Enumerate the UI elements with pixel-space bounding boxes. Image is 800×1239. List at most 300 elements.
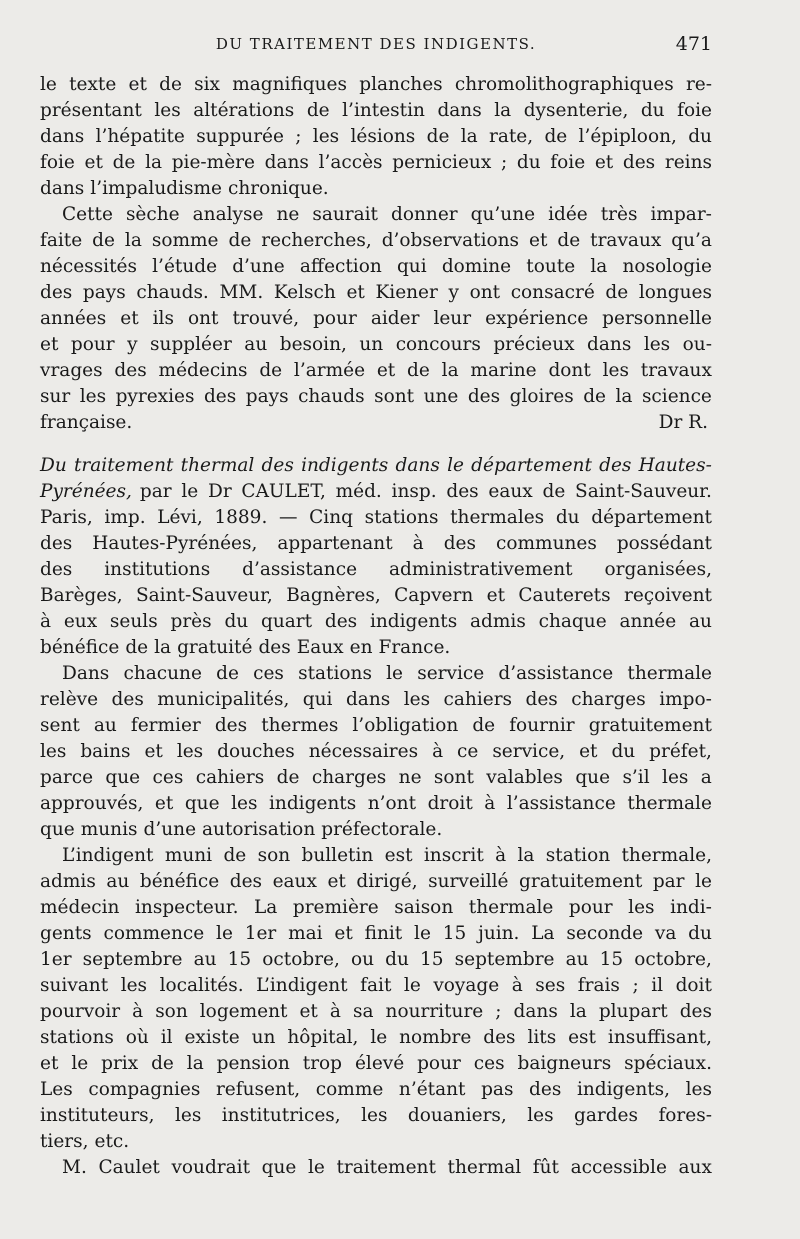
word: l’hépatite: [95, 126, 185, 147]
word: expérience: [485, 308, 589, 329]
word: les: [602, 360, 629, 381]
word: son: [155, 1001, 188, 1022]
word: M.: [62, 1157, 87, 1178]
text-line: [40, 947, 712, 973]
word: au: [689, 611, 712, 632]
word: science: [641, 386, 712, 407]
word: les: [628, 897, 655, 918]
word: thermal: [447, 1157, 522, 1178]
word: pour: [568, 897, 613, 918]
word: ou: [350, 949, 375, 970]
word: thermale: [468, 897, 554, 918]
word: et: [327, 871, 346, 892]
text-line: [40, 687, 712, 713]
word: traitement: [336, 1157, 436, 1178]
word: eux: [63, 611, 98, 632]
word: service: [417, 663, 485, 684]
word: le: [414, 923, 431, 944]
word: y: [448, 282, 459, 303]
word: ont: [469, 282, 501, 303]
text-line: [40, 150, 712, 176]
word: et: [529, 230, 548, 251]
word: la: [494, 100, 512, 121]
word: d’assistance: [242, 559, 358, 580]
word: l’obligation: [352, 715, 459, 736]
word: sont: [374, 386, 415, 407]
word: ne: [398, 767, 422, 788]
word: lits: [527, 1027, 557, 1048]
review-title-line: [40, 453, 712, 479]
text-line: [40, 765, 712, 791]
text-line: [40, 358, 712, 384]
word: Lévi,: [157, 507, 203, 528]
word: bénéfice: [139, 871, 220, 892]
page-number: 471: [675, 33, 712, 55]
word: la: [145, 152, 163, 173]
word: département: [471, 455, 592, 476]
text-line: [40, 410, 712, 436]
word: Dr: [207, 481, 232, 502]
word: la: [186, 1053, 204, 1074]
word: la: [154, 637, 172, 658]
word: lésions: [350, 126, 416, 147]
word: des: [622, 152, 656, 173]
word: que: [184, 793, 220, 814]
text-line: [40, 280, 712, 306]
word: planches: [359, 74, 443, 95]
text-line: [40, 1103, 712, 1129]
word: par: [139, 481, 172, 502]
word: six: [194, 74, 220, 95]
word: indigents: [268, 793, 357, 814]
word: Capvern: [394, 585, 474, 606]
word: pour: [313, 308, 357, 329]
word: la: [569, 1001, 587, 1022]
word: au: [244, 334, 268, 355]
word: comme: [315, 1079, 384, 1100]
word: ou-: [682, 334, 712, 355]
word: de: [306, 100, 330, 121]
word: relève: [40, 689, 99, 710]
word: s’il: [622, 767, 650, 788]
word: trouvé,: [232, 308, 300, 329]
word: Hautes-: [638, 455, 712, 476]
word: MM.: [219, 282, 264, 303]
text-line: [40, 384, 712, 410]
word: institutions: [104, 559, 211, 580]
word: douaniers,: [407, 1105, 507, 1126]
word: etc.: [94, 1131, 130, 1152]
word: pourvoir: [40, 1001, 121, 1022]
word: admis: [470, 611, 526, 632]
word: le: [307, 1157, 325, 1178]
text-line: [40, 557, 712, 583]
word: de: [544, 126, 568, 147]
text-line: [40, 531, 712, 557]
word: charges: [571, 689, 646, 710]
word: et: [594, 152, 614, 173]
word: ce: [457, 741, 479, 762]
word: affection: [299, 256, 382, 277]
word: à: [412, 533, 424, 554]
word: l’assistance: [506, 793, 616, 814]
word: d’une: [143, 819, 197, 840]
word: des: [258, 637, 291, 658]
word: faite: [40, 230, 83, 251]
word: thermale,: [621, 845, 712, 866]
word: le: [216, 923, 233, 944]
text-line: [40, 1051, 712, 1077]
word: à: [484, 793, 496, 814]
word: 1er: [40, 949, 72, 970]
word: de: [112, 152, 136, 173]
word: chromolithographiques: [454, 74, 674, 95]
word: altérations: [193, 100, 295, 121]
word: préfectorale.: [321, 819, 443, 840]
word: les: [662, 767, 689, 788]
word: septembre: [454, 949, 555, 970]
word: sont: [433, 767, 474, 788]
word: pie-mère: [171, 152, 255, 173]
word: L’indigent: [256, 975, 348, 996]
word: thermal: [180, 455, 255, 476]
word: des: [525, 689, 558, 710]
word: refusent,: [215, 1079, 301, 1100]
word: charges: [311, 767, 387, 788]
word: fournir: [509, 715, 575, 736]
word: impo-: [659, 689, 712, 710]
word: dans: [437, 100, 482, 121]
word: des: [40, 533, 73, 554]
word: pays: [82, 282, 126, 303]
word: de: [223, 845, 247, 866]
word: des: [529, 1079, 562, 1100]
word: mai: [288, 923, 323, 944]
word: municipalités,: [157, 689, 290, 710]
word: des: [483, 1027, 516, 1048]
word: n’ont: [367, 793, 417, 814]
word: trop: [302, 1053, 343, 1074]
word: une: [423, 386, 459, 407]
word: La: [531, 923, 555, 944]
word: des: [446, 481, 479, 502]
word: ont: [187, 308, 219, 329]
word: hôpital,: [287, 1027, 359, 1048]
text-line: [40, 72, 712, 98]
word: années: [40, 308, 107, 329]
word: et: [154, 793, 174, 814]
word: il: [651, 975, 664, 996]
word: département: [591, 507, 712, 528]
author-credit: [140, 479, 712, 505]
word: la: [517, 845, 535, 866]
word: Cinq: [309, 507, 353, 528]
word: l’impaludisme: [90, 178, 222, 199]
text-line: [40, 98, 712, 124]
word: Cette: [62, 204, 113, 225]
word: toute: [526, 256, 576, 277]
word: des: [203, 386, 237, 407]
text-line: [40, 791, 712, 817]
word: idée: [548, 204, 588, 225]
word: préfet,: [649, 741, 712, 762]
word: les: [79, 386, 107, 407]
word: des: [679, 1001, 712, 1022]
word: gratuité: [177, 637, 253, 658]
word: d’assistance: [498, 663, 614, 684]
word: indigents,: [576, 1079, 671, 1100]
word: septembre: [82, 949, 183, 970]
word: que: [105, 767, 141, 788]
word: Kelsch: [273, 282, 336, 303]
text-line: [40, 1155, 712, 1181]
word: eaux: [272, 871, 317, 892]
word: 15: [420, 949, 444, 970]
word: saison: [394, 897, 454, 918]
word: dirigé,: [356, 871, 418, 892]
word: et: [84, 152, 103, 173]
word: —: [278, 507, 298, 528]
word: des: [40, 559, 73, 580]
word: suppléer: [150, 334, 232, 355]
word: n’étant: [398, 1079, 466, 1100]
text-line: [40, 583, 712, 609]
word: thermale: [627, 793, 712, 814]
word: chauds.: [136, 282, 209, 303]
text-line-end: française.: [40, 412, 133, 433]
word: pays: [245, 386, 289, 407]
word: des: [599, 455, 632, 476]
word: les: [403, 689, 431, 710]
word: des: [443, 533, 476, 554]
word: frais: [577, 975, 620, 996]
word: et: [120, 308, 139, 329]
word: sa: [352, 1001, 374, 1022]
word: longues: [638, 282, 712, 303]
word: pyrexies: [115, 386, 195, 407]
word: insuffisant,: [607, 1027, 712, 1048]
word: dont: [548, 360, 591, 381]
word: sur: [40, 386, 71, 407]
word: accessible: [570, 1157, 667, 1178]
word: stations: [40, 1027, 114, 1048]
text-line: [40, 817, 712, 843]
word: la: [590, 256, 608, 277]
word: ces: [473, 1053, 505, 1074]
word: des: [229, 871, 263, 892]
word: la: [460, 126, 478, 147]
word: travaux: [590, 230, 662, 251]
word: ;: [632, 975, 639, 996]
word: très: [600, 204, 638, 225]
word: service,: [492, 741, 566, 762]
word: Kiener: [375, 282, 438, 303]
word: stations: [364, 507, 439, 528]
word: et: [40, 334, 59, 355]
word: son: [257, 845, 291, 866]
word: Bagnères,: [286, 585, 381, 606]
word: par: [652, 871, 685, 892]
word: les: [685, 1079, 712, 1100]
text-line: [40, 713, 712, 739]
word: compagnies: [88, 1079, 201, 1100]
word: inscrit: [423, 845, 484, 866]
word: ces: [152, 767, 184, 788]
word: la: [441, 360, 459, 381]
word: l’accès: [318, 152, 383, 173]
word: reins: [664, 152, 712, 173]
text-line: [40, 176, 712, 202]
word: des: [40, 282, 73, 303]
word: et: [128, 74, 147, 95]
word: que: [261, 1157, 297, 1178]
word: ses: [535, 975, 566, 996]
word: année: [619, 611, 677, 632]
word: ne: [276, 204, 300, 225]
word: est: [568, 1027, 596, 1048]
word: valables: [486, 767, 563, 788]
word: foie: [550, 152, 586, 173]
word: le: [386, 663, 404, 684]
word: personnelle: [602, 308, 712, 329]
word: organisées,: [604, 559, 712, 580]
word: nosologie: [622, 256, 712, 277]
word: dans: [513, 1001, 558, 1022]
text-line: [40, 609, 712, 635]
word: l’armée: [293, 360, 366, 381]
word: le: [370, 1027, 388, 1048]
word: Eaux: [296, 637, 344, 658]
section-gap: [40, 436, 712, 453]
word: re-: [685, 74, 712, 95]
word: thermes: [261, 715, 339, 736]
word: donner: [391, 204, 458, 225]
word: les: [176, 741, 204, 762]
word: octobre,: [262, 949, 340, 970]
word: le: [695, 871, 712, 892]
word: ils: [152, 308, 174, 329]
word: est: [384, 845, 413, 866]
word: le: [447, 455, 464, 476]
word: les: [40, 741, 67, 762]
word: dans: [264, 152, 309, 173]
word: cahiers: [195, 767, 265, 788]
word: pension: [216, 1053, 290, 1074]
text-line: [40, 921, 712, 947]
word: qui: [302, 689, 333, 710]
word: le: [403, 975, 421, 996]
word: seconde: [566, 923, 644, 944]
text-line: [40, 895, 712, 921]
word: travaux: [640, 360, 712, 381]
word: Hautes-Pyrénées,: [92, 533, 258, 554]
word: foie: [40, 152, 75, 173]
word: les: [120, 975, 148, 996]
word: du: [688, 126, 712, 147]
word: nombre: [399, 1027, 472, 1048]
word: nourriture: [385, 1001, 484, 1022]
word: chacune: [123, 663, 202, 684]
word: autorisation: [202, 819, 316, 840]
word: première: [292, 897, 379, 918]
word: dans: [345, 689, 391, 710]
running-title: DU TRAITEMENT DES INDIGENTS.: [215, 35, 537, 53]
word: finit: [364, 923, 403, 944]
word: d’une: [232, 256, 285, 277]
text-line: [40, 973, 712, 999]
word: va: [654, 923, 677, 944]
word: de: [426, 126, 450, 147]
word: et: [299, 1001, 318, 1022]
word: leur: [433, 308, 472, 329]
page-body: [40, 72, 712, 1181]
word: indigents: [369, 611, 458, 632]
text-line: [40, 739, 712, 765]
word: pas: [481, 1079, 514, 1100]
word: et: [144, 741, 163, 762]
page-header: [40, 33, 712, 59]
word: ;: [500, 152, 508, 173]
word: où: [125, 1027, 149, 1048]
word: les: [361, 1105, 388, 1126]
word: communes: [495, 533, 597, 554]
word: vrages: [40, 360, 103, 381]
word: le: [40, 74, 57, 95]
word: gratuitement: [519, 871, 643, 892]
word: chauds: [298, 386, 365, 407]
word: voyage: [433, 975, 500, 996]
word: des: [467, 386, 501, 407]
word: seuls: [109, 611, 158, 632]
word: les: [527, 1105, 554, 1126]
word: de: [259, 360, 283, 381]
word: au: [193, 949, 217, 970]
word: dans: [587, 334, 632, 355]
word: commence: [103, 923, 205, 944]
text-line: [40, 1025, 712, 1051]
word: bains: [80, 741, 131, 762]
word: approuvés,: [40, 793, 144, 814]
word: L’indigent: [62, 845, 154, 866]
word: instituteurs,: [40, 1105, 155, 1126]
word: et: [346, 282, 365, 303]
word: les: [312, 126, 340, 147]
word: octobre,: [634, 949, 712, 970]
word: chaque: [538, 611, 607, 632]
word: de: [407, 360, 430, 381]
word: élevé: [354, 1053, 405, 1074]
word: saurait: [312, 204, 378, 225]
text-line: [40, 869, 712, 895]
word: du: [611, 741, 636, 762]
word: du: [385, 949, 409, 970]
word: de: [92, 230, 115, 251]
word: les: [174, 1105, 202, 1126]
word: insp.: [391, 481, 437, 502]
word: à: [329, 1001, 341, 1022]
word: Saint-Sauveur,: [135, 585, 273, 606]
word: l’intestin: [342, 100, 425, 121]
word: y: [127, 334, 138, 355]
word: Barèges,: [40, 585, 123, 606]
word: des: [261, 455, 294, 476]
text-line: [40, 228, 712, 254]
word: et: [376, 360, 396, 381]
word: appartenant: [277, 533, 393, 554]
word: de: [557, 230, 581, 251]
word: localités.: [159, 975, 244, 996]
word: reçoivent: [623, 585, 712, 606]
